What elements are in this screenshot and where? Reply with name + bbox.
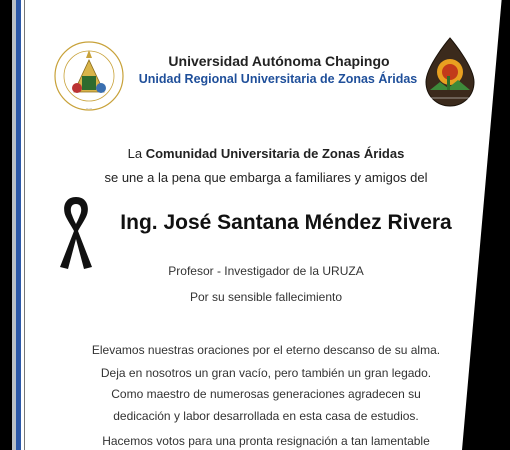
deceased-name: Ing. José Santana Méndez Rivera [120, 211, 452, 234]
border-thin-line [24, 0, 25, 450]
paragraph-line-4: dedicación y labor desarrollada en esta casa de estudios. [113, 409, 419, 423]
paragraph-line-3: Como maestro de numerosas generaciones agradecen su [111, 387, 421, 401]
community-prefix: La [127, 146, 146, 161]
zonas-aridas-logo [420, 36, 480, 110]
border-black-stripe [0, 0, 12, 450]
sympathy-line: se une a la pena que embarga a familiares y amigos del [104, 170, 428, 185]
mourning-ribbon-icon [54, 193, 98, 271]
reason-line: Por su sensible fallecimiento [189, 290, 343, 304]
paragraph-line-2: Deja en nosotros un gran vacío, pero también un gran legado. [100, 366, 432, 380]
paragraph-line-5: Hacemos votos para una pronta resignación a tan lamentable [102, 434, 430, 448]
role-line: Profesor - Investigador de la URUZA [168, 264, 364, 278]
paragraph-line-1: Elevamos nuestras oraciones por el eterno descanso de su alma. [91, 343, 441, 357]
community-name: Comunidad Universitaria de Zonas Áridas [145, 146, 405, 161]
university-name: Universidad Autónoma Chapingo [168, 53, 390, 69]
unit-name: Unidad Regional Universitaria de Zonas Áridas [138, 72, 418, 86]
condolence-page [26, 0, 496, 450]
chapingo-logo [46, 36, 132, 122]
svg-text:·····: ····· [85, 106, 93, 111]
community-line [46, 146, 486, 161]
